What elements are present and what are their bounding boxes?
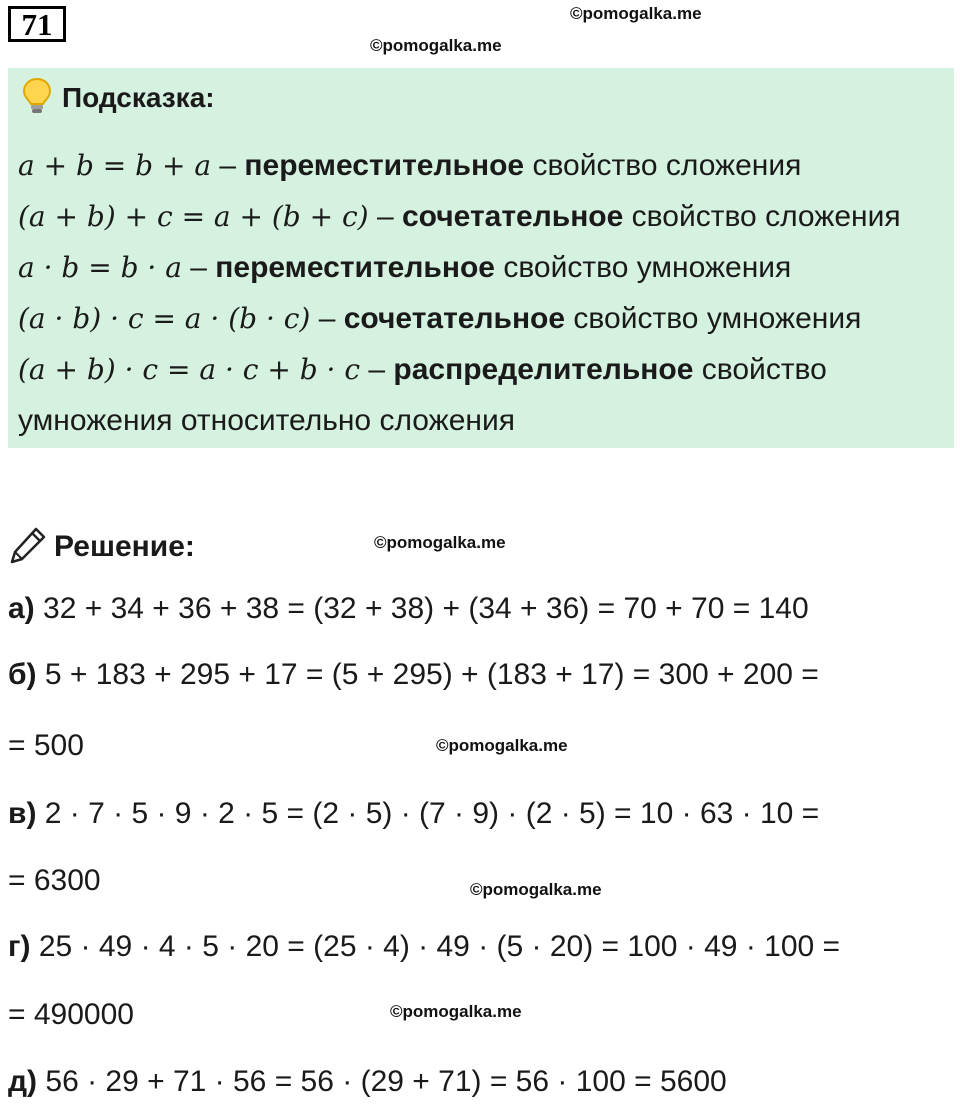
hint-dash: –	[360, 353, 394, 386]
solution-line	[8, 930, 840, 964]
item-expression: = 490000	[8, 998, 134, 1031]
watermark: ©pomogalka.me	[374, 533, 506, 552]
hint-formula: (a · b) · c = a · (b · c)	[18, 302, 311, 335]
item-expression: = 6300	[8, 864, 101, 897]
hint-line	[18, 344, 944, 395]
hint-line	[18, 242, 944, 293]
pencil-icon	[8, 525, 48, 570]
hint-box	[8, 68, 954, 448]
hint-header	[22, 78, 215, 118]
item-expression: 5 + 183 + 295 + 17 = (5 + 295) + (183 + 17) = 300 + 200 =	[36, 658, 819, 691]
hint-title: Подсказка:	[62, 82, 215, 113]
item-expression: 2 · 7 · 5 · 9 · 2 · 5 = (2 · 5) · (7 · 9) · (2 · 5) = 10 · 63 · 10 =	[36, 797, 820, 830]
hint-text: умножения относительно сложения	[18, 404, 515, 437]
solution-line	[8, 592, 809, 626]
hint-keyword: переместительное	[244, 149, 525, 182]
hint-dash: –	[310, 302, 344, 335]
watermark: ©pomogalka.me	[470, 880, 602, 899]
hint-text: свойство сложения	[524, 149, 802, 182]
solution-line	[8, 797, 819, 831]
hint-dash: –	[368, 200, 402, 233]
solution-line	[8, 658, 819, 692]
hint-line	[18, 140, 944, 191]
hint-line	[18, 395, 944, 446]
hint-keyword: переместительное	[215, 251, 495, 284]
item-label: г)	[8, 930, 31, 963]
watermark: ©pomogalka.me	[570, 4, 702, 23]
hint-line	[18, 293, 944, 344]
item-label: д)	[8, 1065, 38, 1098]
hint-lines	[18, 140, 944, 446]
hint-text: свойство сложения	[623, 200, 901, 233]
item-expression: 25 · 49 · 4 · 5 · 20 = (25 · 4) · 49 · (5 · 20) = 100 · 49 · 100 =	[30, 930, 841, 963]
watermark: ©pomogalka.me	[436, 736, 568, 755]
item-label: в)	[8, 797, 37, 830]
hint-formula: a + b = b + a	[18, 149, 212, 182]
hint-text: свойство умножения	[565, 302, 862, 335]
hint-formula: (a + b) · c = a · c + b · c	[18, 353, 361, 386]
solution-line	[8, 1065, 727, 1099]
solution-line	[8, 729, 84, 763]
hint-keyword: распределительное	[393, 353, 694, 386]
task-number: 71	[8, 6, 66, 42]
watermark: ©pomogalka.me	[370, 36, 502, 55]
hint-dash: –	[211, 149, 245, 182]
watermark: ©pomogalka.me	[390, 1002, 522, 1021]
item-expression: 56 · 29 + 71 · 56 = 56 · (29 + 71) = 56 · 100 = 5600	[37, 1065, 727, 1098]
solution-line	[8, 998, 134, 1032]
hint-formula: a · b = b · a	[18, 251, 182, 284]
item-expression: = 500	[8, 729, 84, 762]
hint-line	[18, 191, 944, 242]
hint-keyword: сочетательное	[343, 302, 566, 335]
hint-text: свойство	[693, 353, 827, 386]
hint-keyword: сочетательное	[401, 200, 624, 233]
hint-formula: (a + b) + c = a + (b + c)	[18, 200, 369, 233]
solution-header	[8, 524, 195, 570]
item-label: а)	[8, 592, 35, 625]
item-expression: 32 + 34 + 36 + 38 = (32 + 38) + (34 + 36) = 70 + 70 = 140	[34, 592, 809, 625]
hint-dash: –	[181, 251, 216, 284]
solution-line	[8, 864, 101, 898]
item-label: б)	[8, 658, 37, 691]
lightbulb-icon	[22, 77, 52, 120]
hint-text: свойство умножения	[495, 251, 792, 284]
solution-title: Решение:	[54, 530, 195, 563]
